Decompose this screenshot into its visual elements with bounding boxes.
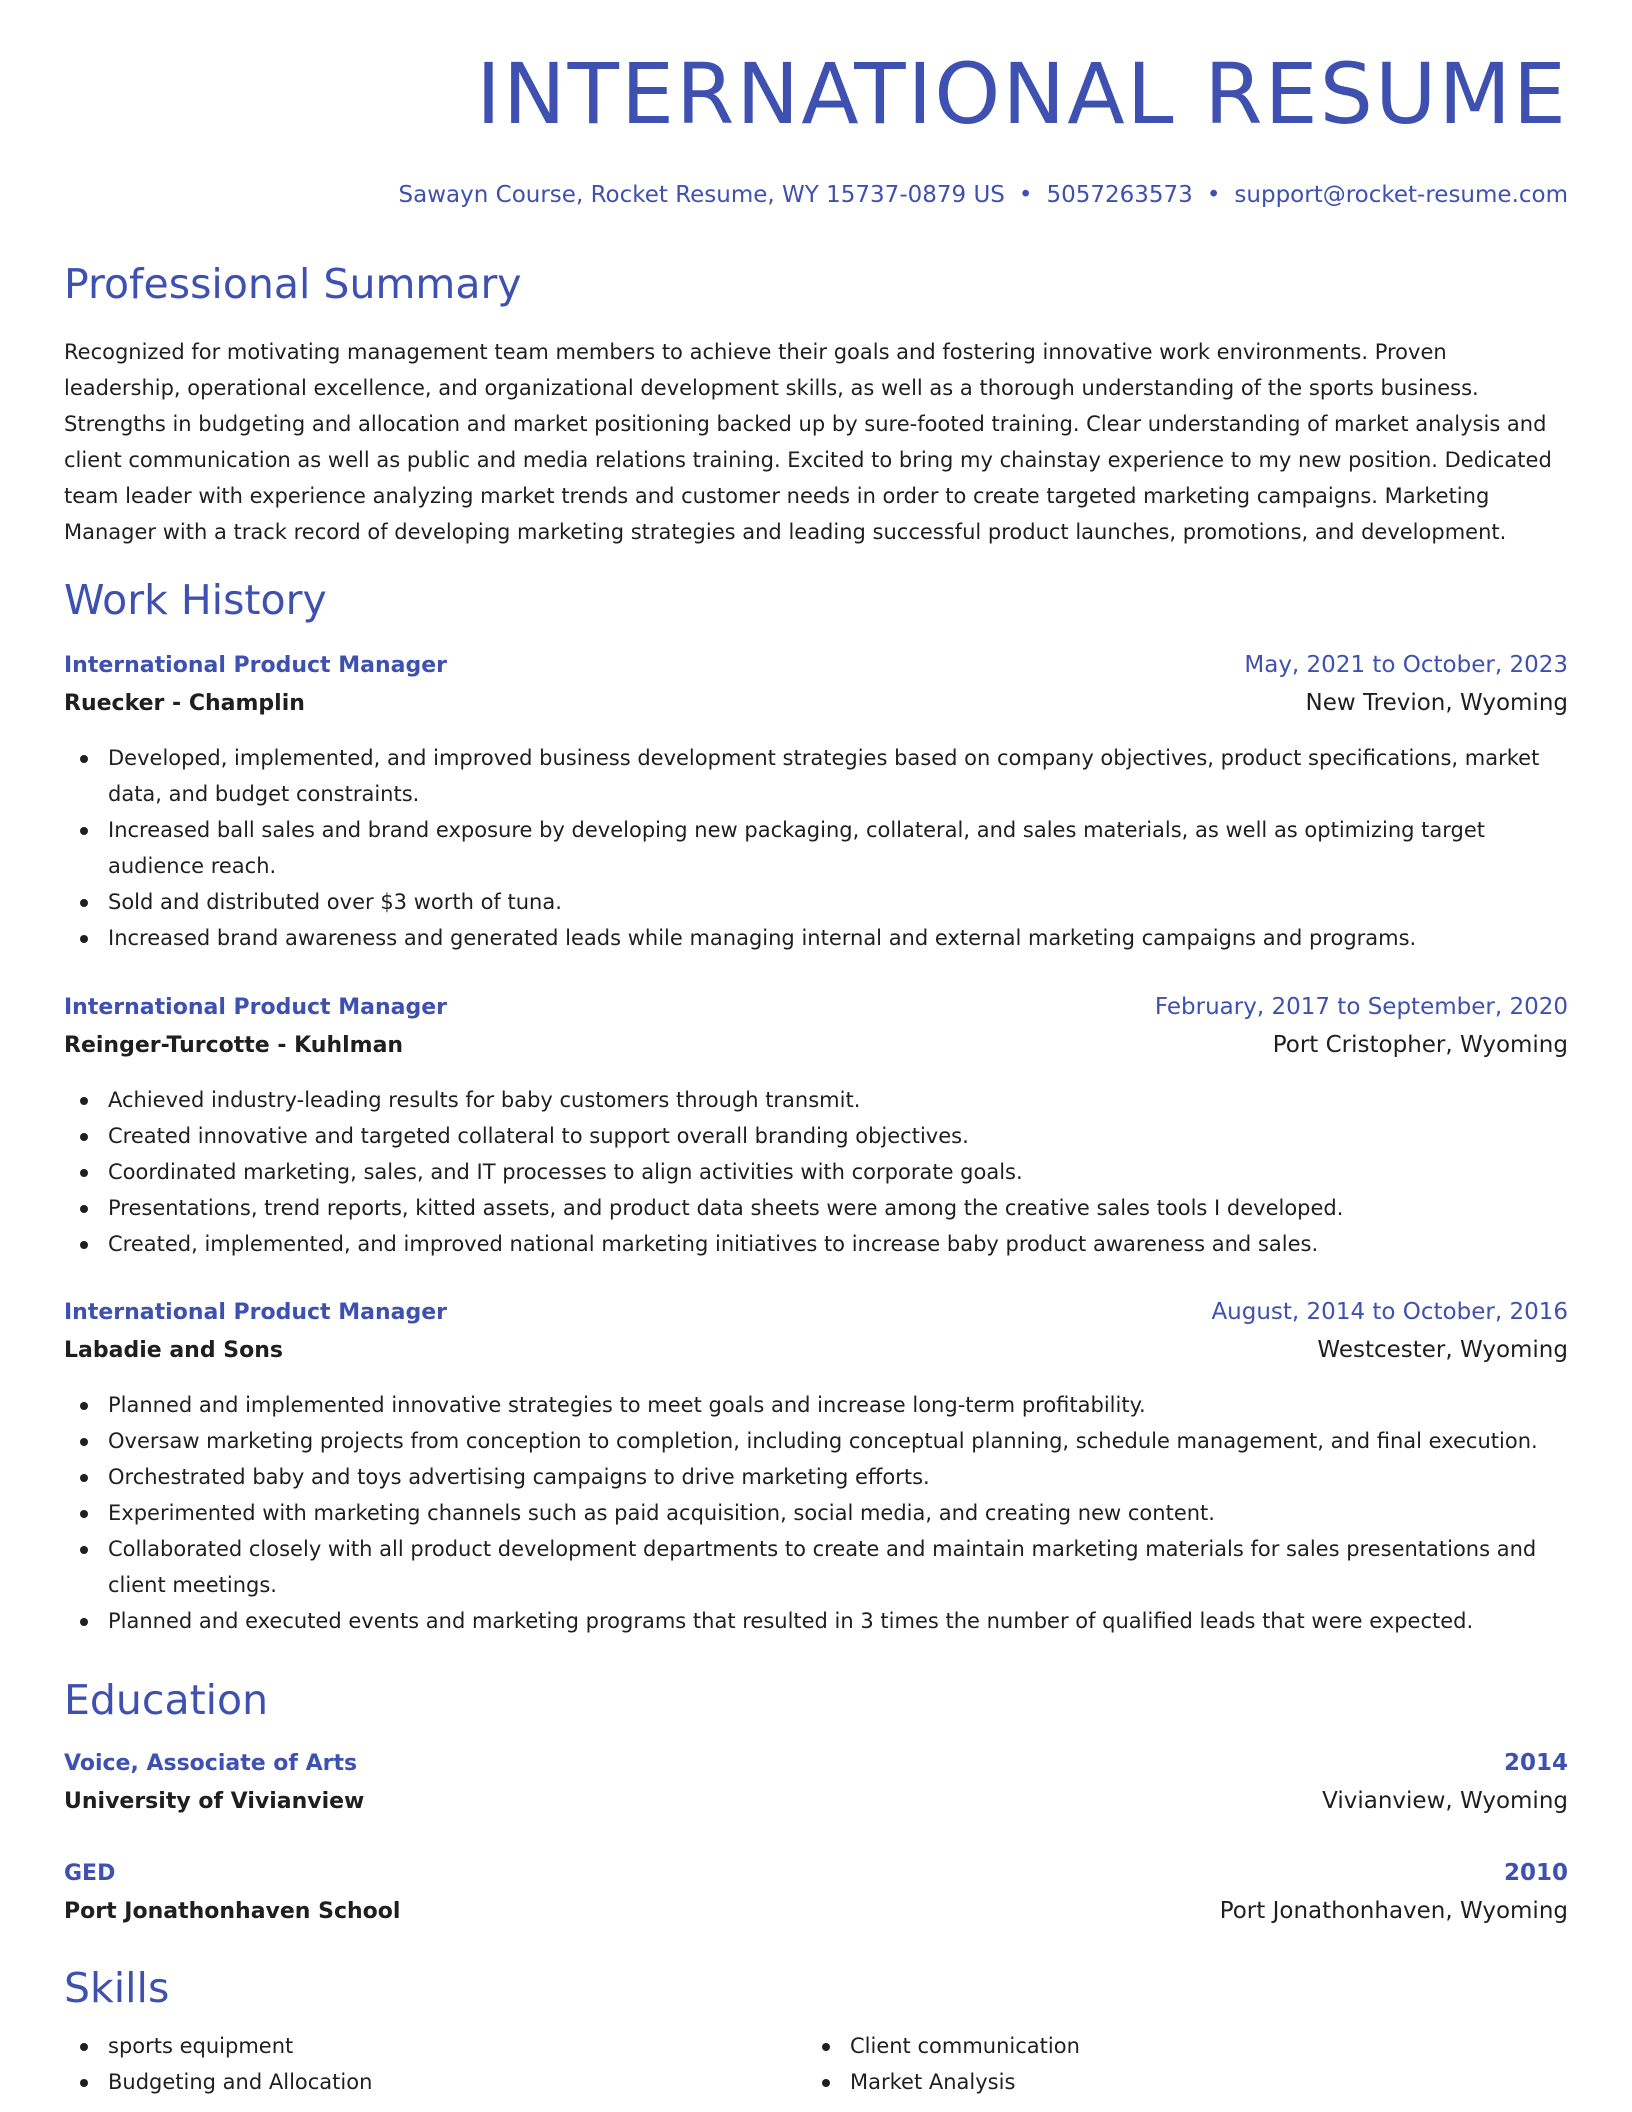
skills-list-right — [806, 2028, 1548, 2100]
contact-email: support@rocket-resume.com — [1234, 182, 1568, 208]
job-dates: August, 2014 to October, 2016 — [1211, 1299, 1568, 1325]
job-location: New Trevion, Wyoming — [1305, 690, 1568, 716]
skill-item: Budgeting and Allocation — [64, 2064, 806, 2100]
job-bullet: Orchestrated baby and toys advertising campaigns to drive marketing efforts. — [64, 1459, 1568, 1495]
contact-phone: 5057263573 — [1046, 182, 1193, 208]
job-subheader — [64, 690, 1568, 730]
job-bullet: Coordinated marketing, sales, and IT processes to align activities with corporate goals. — [64, 1154, 1568, 1190]
education-degree: Voice, Associate of Arts — [64, 1751, 358, 1776]
job-dates: February, 2017 to September, 2020 — [1154, 994, 1568, 1020]
job-dates: May, 2021 to October, 2023 — [1244, 652, 1568, 678]
work-history-heading: Work History — [64, 576, 327, 624]
job-location: Westcester, Wyoming — [1317, 1337, 1568, 1363]
job-entry — [64, 1299, 1568, 1639]
education-header — [64, 1750, 1568, 1788]
education-subheader — [64, 1788, 1568, 1828]
summary-heading: Professional Summary — [64, 260, 522, 308]
skills-list-left — [64, 2028, 806, 2100]
job-bullet: Increased brand awareness and generated leads while managing internal and external marketing campaigns and programs. — [64, 920, 1568, 956]
job-title: International Product Manager — [64, 653, 448, 678]
education-year: 2010 — [1503, 1860, 1568, 1886]
job-company: Labadie and Sons — [64, 1338, 283, 1363]
job-bullet: Created, implemented, and improved national marketing initiatives to increase baby product awareness and sales. — [64, 1226, 1568, 1262]
skills-columns — [64, 2028, 1568, 2100]
job-bullet: Experimented with marketing channels such as paid acquisition, social media, and creating new content. — [64, 1495, 1568, 1531]
job-bullets — [64, 740, 1568, 956]
summary-text: Recognized for motivating management team members to achieve their goals and fostering innovative work environments. Proven leadership, operational excellence, and organizational development skills, as well as a thorough understanding of the sports business. Strengths in budgeting and allocation and market positioning backed up by sure-footed training. Clear understanding of market analysis and client communication as well as public and media relations training. Excited to bring my chainstay experience to my new position. Dedicated team leader with experience analyzing market trends and customer needs in order to create targeted marketing campaigns. Marketing Manager with a track record of developing marketing strategies and leading successful product launches, promotions, and development. — [64, 340, 1552, 544]
skill-item: Market Analysis — [806, 2064, 1548, 2100]
education-header — [64, 1860, 1568, 1898]
job-bullet: Sold and distributed over $3 worth of tuna. — [64, 884, 1568, 920]
education-entry — [64, 1750, 1568, 1828]
job-bullet: Oversaw marketing projects from conception to completion, including conceptual planning, schedule management, and final execution. — [64, 1423, 1568, 1459]
education-location: Port Jonathonhaven, Wyoming — [1219, 1898, 1568, 1924]
job-entry — [64, 652, 1568, 956]
job-entry — [64, 994, 1568, 1262]
education-heading: Education — [64, 1676, 269, 1724]
education-location: Vivianview, Wyoming — [1322, 1788, 1568, 1814]
contact-separator: • — [1206, 182, 1221, 208]
job-subheader — [64, 1032, 1568, 1072]
resume-title: INTERNATIONAL RESUME — [476, 45, 1568, 143]
skills-heading: Skills — [64, 1964, 170, 2012]
job-bullet: Presentations, trend reports, kitted assets, and product data sheets were among the creative sales tools I developed. — [64, 1190, 1568, 1226]
job-bullet: Planned and implemented innovative strategies to meet goals and increase long-term profitability. — [64, 1387, 1568, 1423]
job-header — [64, 652, 1568, 690]
education-degree: GED — [64, 1861, 116, 1886]
education-subheader — [64, 1898, 1568, 1938]
job-header — [64, 994, 1568, 1032]
job-location: Port Cristopher, Wyoming — [1272, 1032, 1568, 1058]
job-title: International Product Manager — [64, 995, 448, 1020]
contact-line — [399, 182, 1568, 208]
job-company: Ruecker - Champlin — [64, 691, 305, 716]
job-bullet: Achieved industry-leading results for baby customers through transmit. — [64, 1082, 1568, 1118]
contact-separator: • — [1018, 182, 1033, 208]
job-company: Reinger-Turcotte - Kuhlman — [64, 1033, 404, 1058]
education-school: Port Jonathonhaven School — [64, 1899, 401, 1924]
job-title: International Product Manager — [64, 1300, 448, 1325]
job-header — [64, 1299, 1568, 1337]
education-entry — [64, 1860, 1568, 1938]
job-bullet: Developed, implemented, and improved business development strategies based on company objectives, product specifications, market data, and budget constraints. — [64, 740, 1568, 812]
job-bullets — [64, 1082, 1568, 1262]
job-subheader — [64, 1337, 1568, 1377]
education-school: University of Vivianview — [64, 1789, 365, 1814]
job-bullet: Created innovative and targeted collateral to support overall branding objectives. — [64, 1118, 1568, 1154]
job-bullets — [64, 1387, 1568, 1639]
job-bullet: Collaborated closely with all product development departments to create and maintain marketing materials for sales presentations and client meetings. — [64, 1531, 1568, 1603]
skill-item: Client communication — [806, 2028, 1548, 2064]
skill-item: sports equipment — [64, 2028, 806, 2064]
contact-address: Sawayn Course, Rocket Resume, WY 15737-0879 US — [398, 182, 1005, 208]
job-bullet: Increased ball sales and brand exposure by developing new packaging, collateral, and sales materials, as well as optimizing target audience reach. — [64, 812, 1568, 884]
education-year: 2014 — [1503, 1750, 1568, 1776]
job-bullet: Planned and executed events and marketing programs that resulted in 3 times the number of qualified leads that were expected. — [64, 1603, 1568, 1639]
